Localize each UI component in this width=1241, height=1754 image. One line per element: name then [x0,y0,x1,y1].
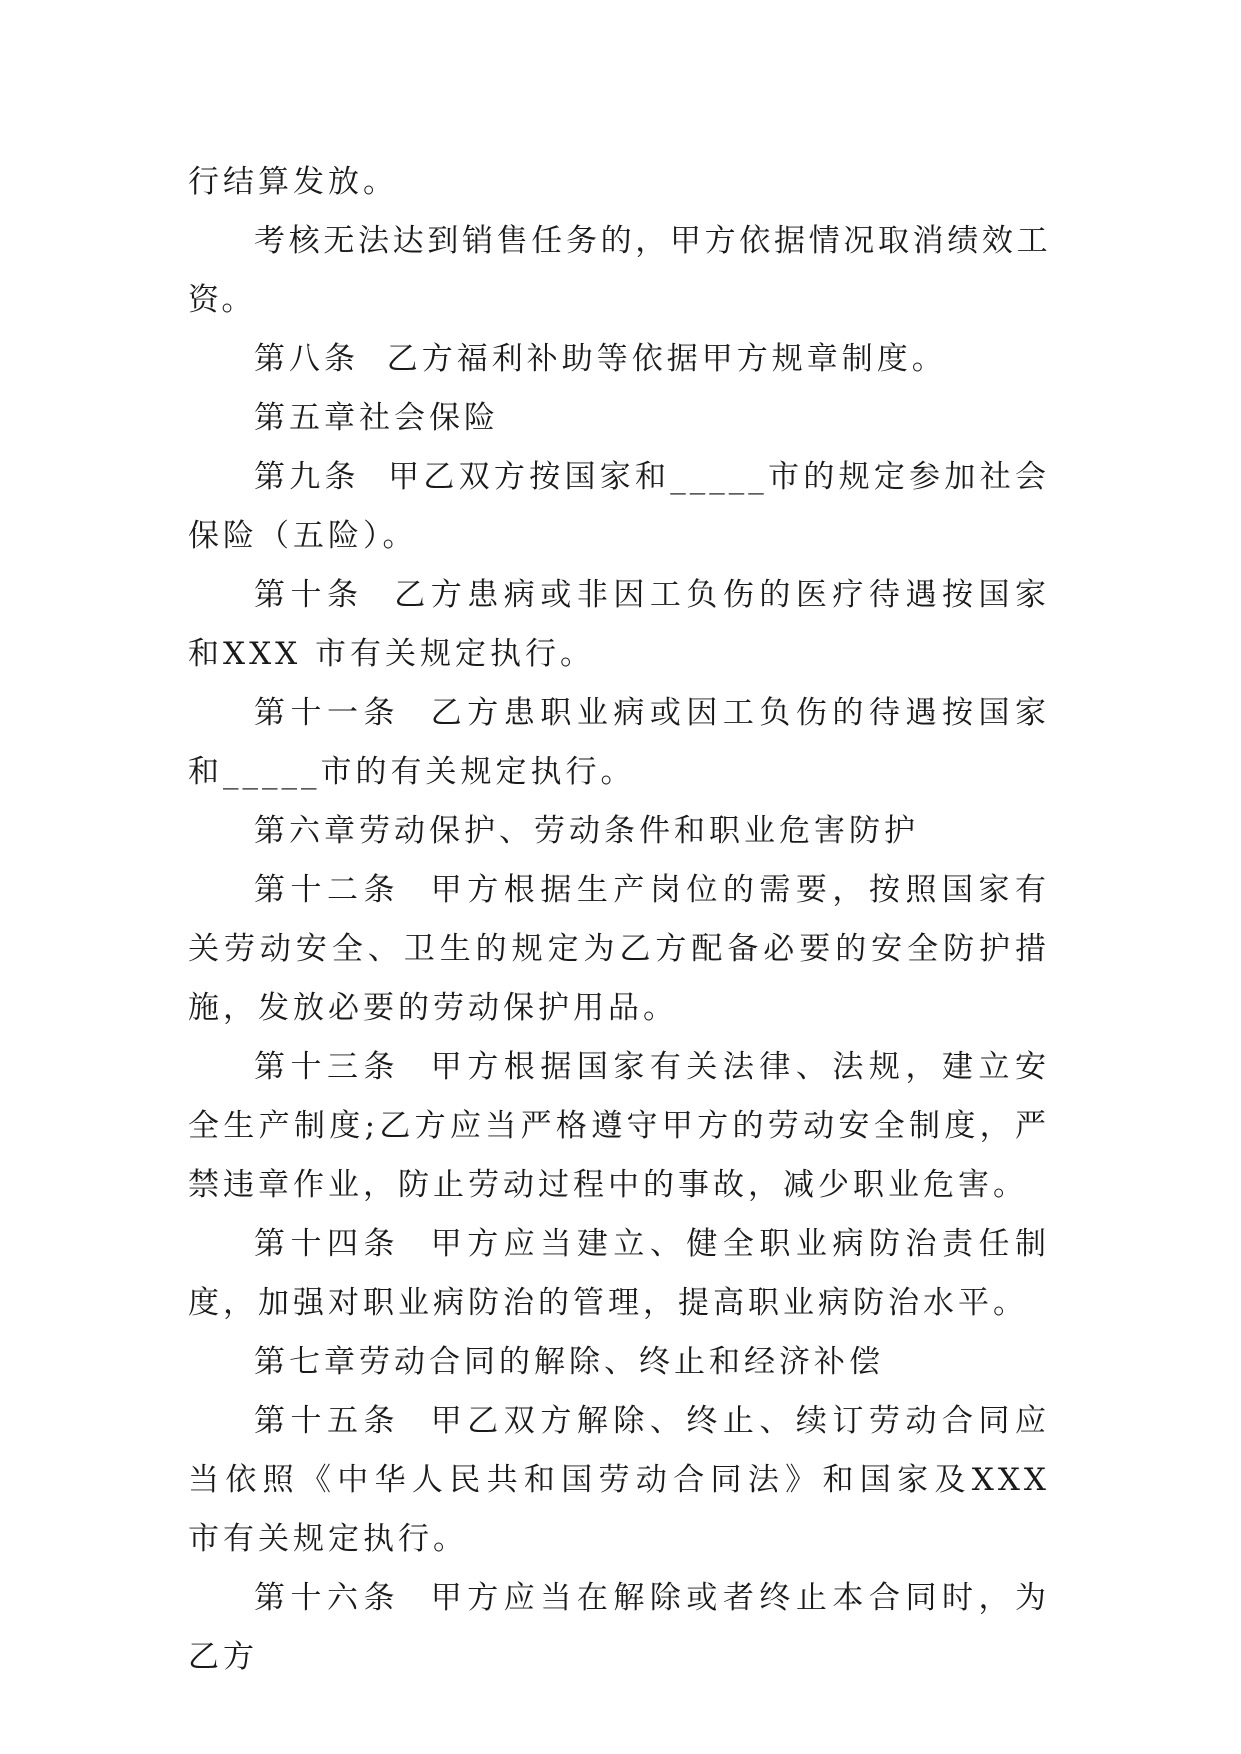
paragraph: 第九条 甲乙双方按国家和_____市的规定参加社会保险（五险）。 [188,459,1050,554]
paragraph: 第十三条 甲方根据国家有关法律、法规，建立安全生产制度;乙方应当严格遵守甲方的劳动安全制度，严禁违章作业，防止劳动过程中的事故，减少职业危害。 [188,1049,1050,1203]
paragraph: 第十四条 甲方应当建立、健全职业病防治责任制度，加强对职业病防治的管理，提高职业病防治水平。 [188,1226,1050,1321]
paragraph: 第六章劳动保护、劳动条件和职业危害防护 [254,813,919,849]
paragraph: 第十条 乙方患病或非因工负伤的医疗待遇按国家和XXX 市有关规定执行。 [188,577,1050,672]
paragraph: 行结算发放。 [188,164,398,200]
paragraph: 第八条 乙方福利补助等依据甲方规章制度。 [254,341,947,377]
document-body [188,153,1064,1687]
paragraph: 第十二条 甲方根据生产岗位的需要，按照国家有关劳动安全、卫生的规定为乙方配备必要的安全防护措施，发放必要的劳动保护用品。 [188,872,1050,1026]
paragraph: 第十一条 乙方患职业病或因工负伤的待遇按国家和_____市的有关规定执行。 [188,695,1050,790]
paragraph: 考核无法达到销售任务的，甲方依据情况取消绩效工资。 [188,223,1050,318]
paragraph: 第七章劳动合同的解除、终止和经济补偿 [254,1344,884,1380]
paragraph: 第五章社会保险 [254,400,499,436]
paragraph: 第十六条 甲方应当在解除或者终止本合同时，为乙方 [188,1580,1050,1675]
paragraph: 第十五条 甲乙双方解除、终止、续订劳动合同应当依照《中华人民共和国劳动合同法》和国家及XXX 市有关规定执行。 [188,1403,1064,1557]
